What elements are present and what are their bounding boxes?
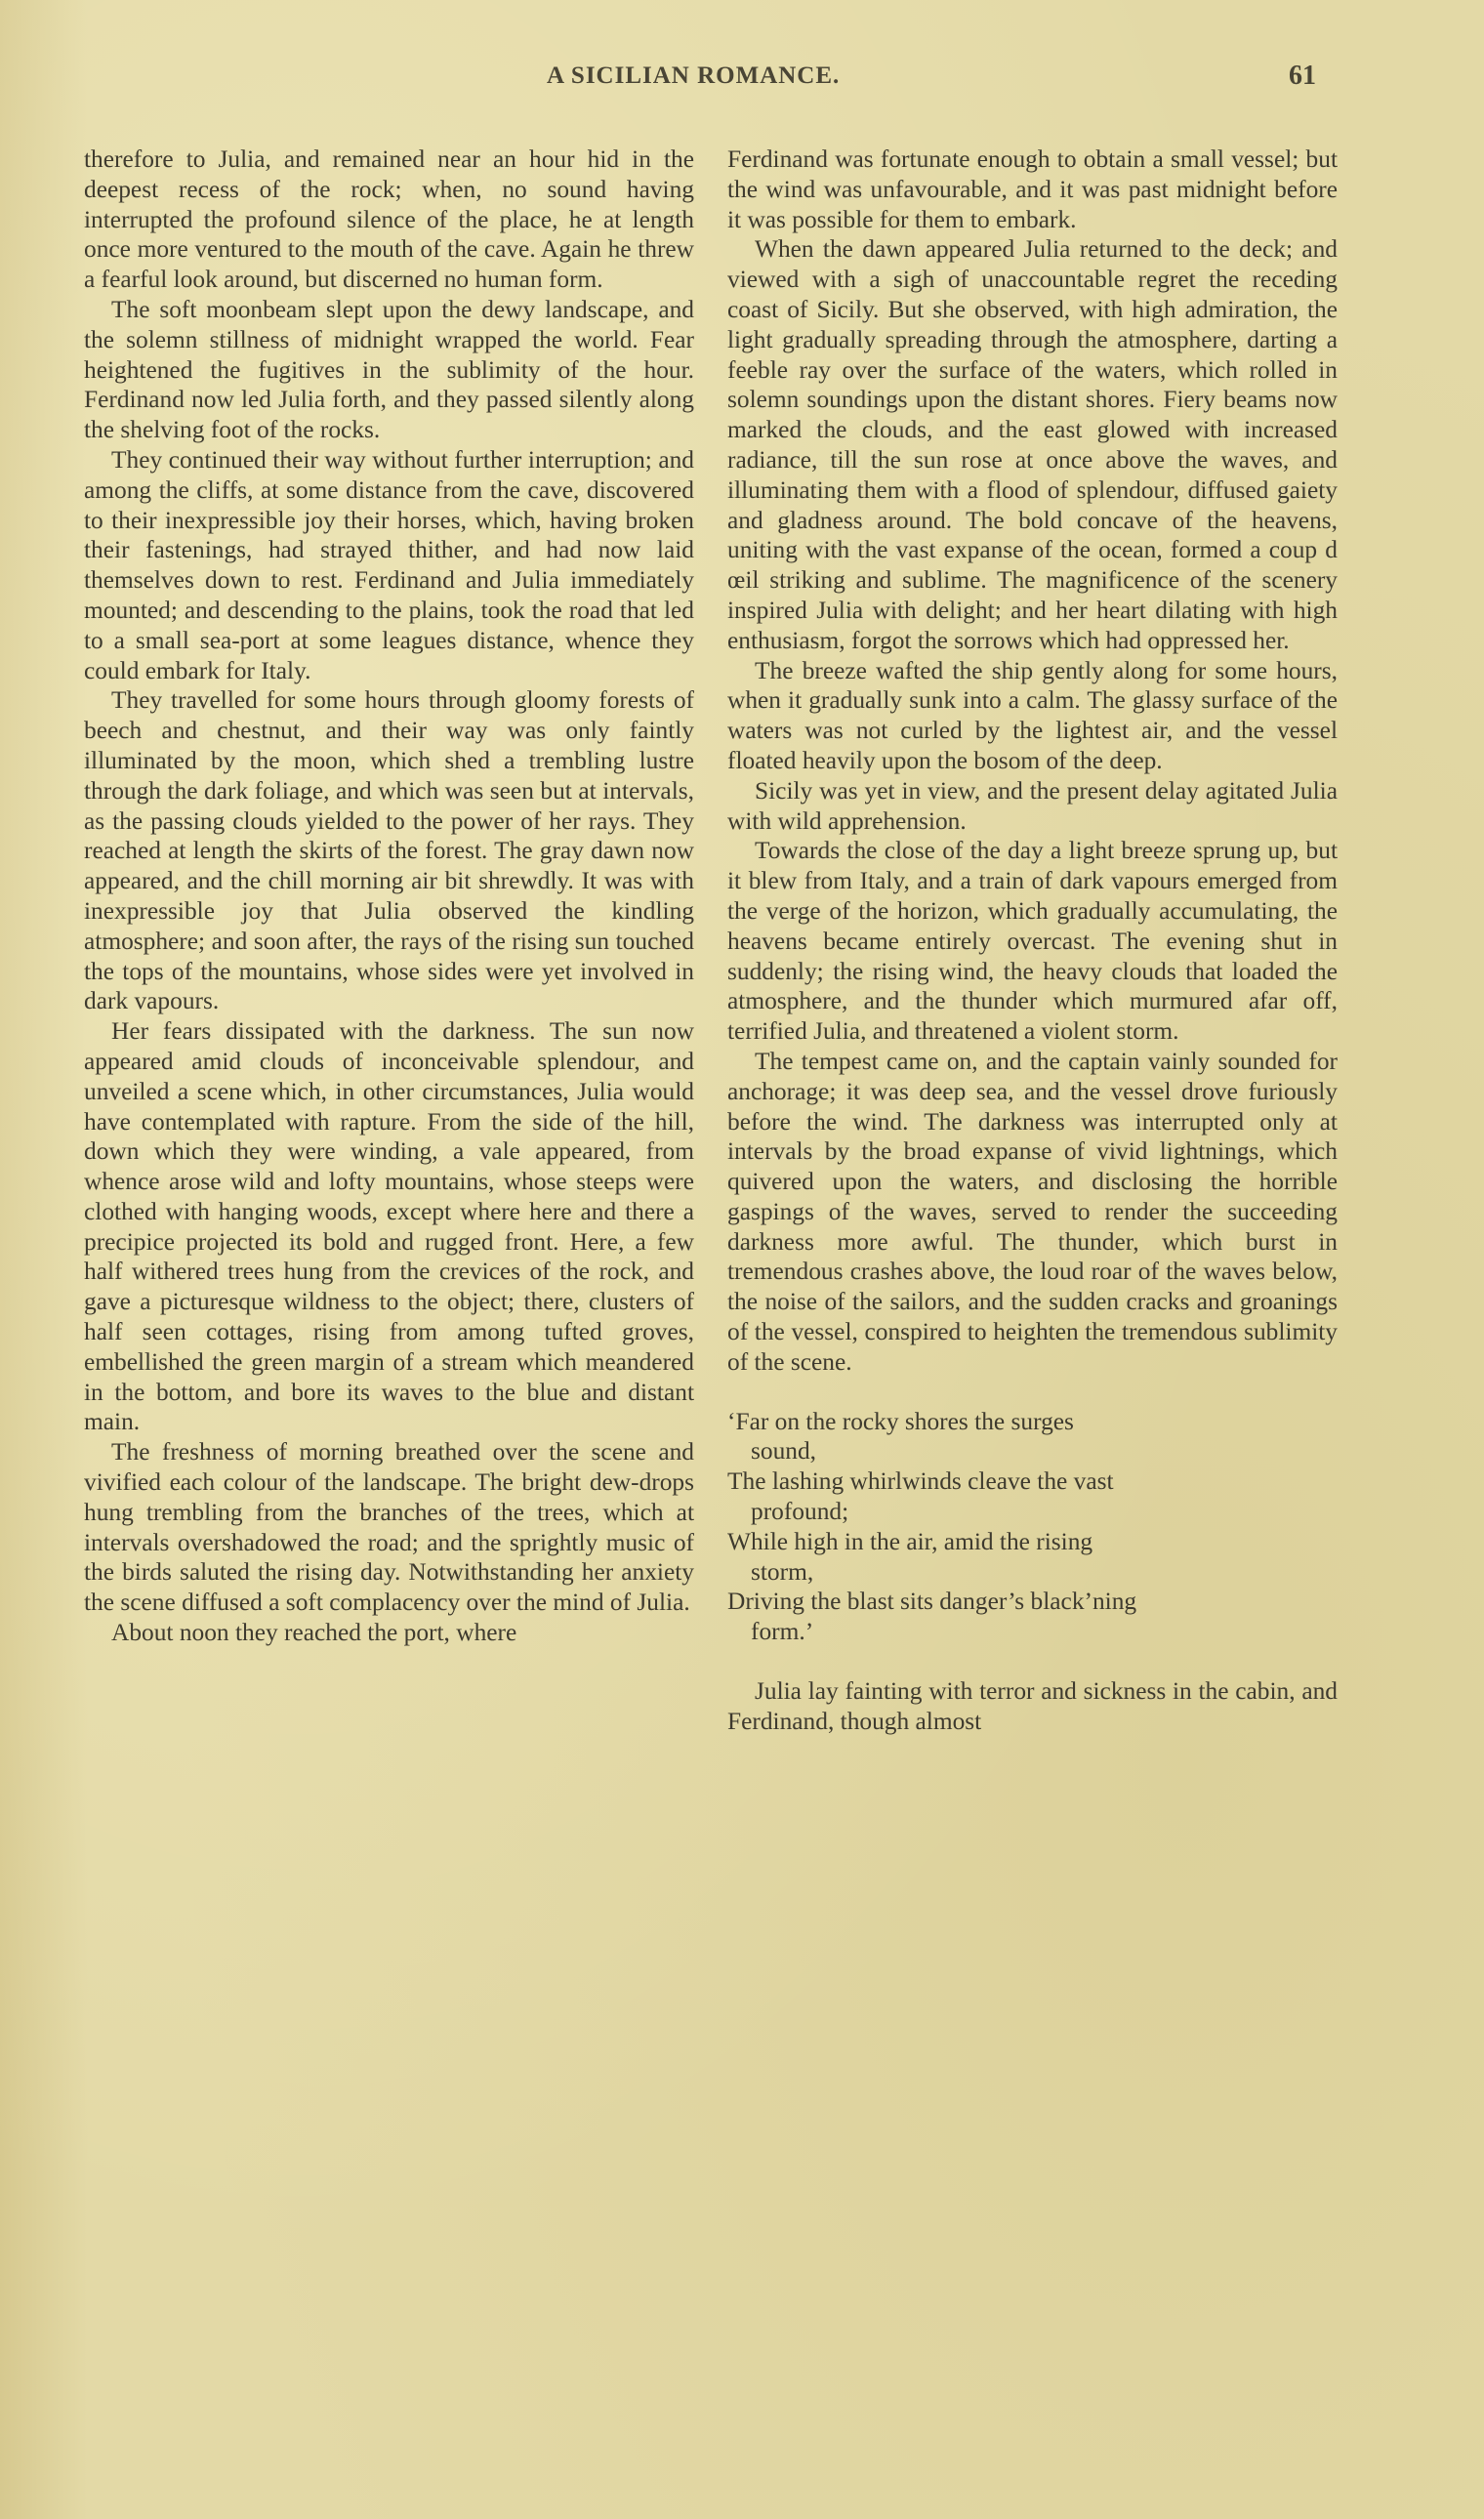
verse-line: [727, 1407, 1338, 1467]
verse-line: [727, 1466, 1338, 1527]
verse-line: [727, 1527, 1338, 1588]
verse-line-continuation: profound;: [751, 1498, 849, 1526]
verse-line-text: ‘Far on the rocky shores the surges: [727, 1407, 1074, 1435]
paragraph: They travelled for some hours through gloomy forests of beech and chestnut, and their way was only faintly illuminated by the moon, which shed a trembling lustre through the dark foliage, and which was seen but at intervals, as the passing clouds yielded to the power of her rays. They reached at length the skirts of the forest. The gray dawn now appeared, and the chill morning air bit shrewdly. It was with inexpressible joy that Julia observed the kindling atmosphere; and soon after, the rays of the rising sun touched the tops of the mountains, whose sides were yet involved in dark vapours.: [84, 686, 694, 1015]
paragraph: The tempest came on, and the captain vainly sounded for anchorage; it was deep sea, and the vessel drove furiously before the wind. The darkness was interrupted only at intervals by the broad expanse of vivid lightnings, which quivered upon the waters, and disclosing the horrible gaspings of the waves, served to render the succeeding darkness more awful. The thunder, which burst in tremendous crashes above, the loud roar of the waves below, the noise of the sailors, and the sudden cracks and groanings of the vessel, conspired to heighten the tremendous sublimity of the scene.: [727, 1047, 1338, 1376]
running-head: [0, 62, 1484, 102]
verse-quotation: [727, 1407, 1338, 1647]
verse-line-text: Driving the blast sits danger’s black’ning: [727, 1588, 1137, 1616]
verse-line-text: The lashing whirlwinds cleave the vast: [727, 1467, 1114, 1496]
page-number: 61: [1289, 61, 1316, 91]
paragraph: When the dawn appeared Julia returned to the deck; and viewed with a sigh of unaccountable regret the receding coast of Sicily. But she observed, with high admiration, the light gradually spreading through the atmosphere, darting a feeble ray over the surface of the waters, which rolled in solemn soundings upon the distant shores. Fiery beams now marked the clouds, and the east glowed with increased radiance, till the sun rose at once above the waves, and illuminating them with a flood of splendour, diffused gaiety and gladness around. The bold concave of the heavens, uniting with the vast expanse of the ocean, formed a coup d œil striking and sublime. The magnificence of the scenery inspired Julia with delight; and her heart dilating with high enthusiasm, forgot the sorrows which had oppressed her.: [727, 235, 1338, 654]
paragraph: Ferdinand was fortunate enough to obtain a small vessel; but the wind was unfavourable, and it was past midnight before it was possible for them to embark.: [727, 145, 1338, 233]
paragraph: The freshness of morning breathed over the scene and vivified each colour of the landscape. The bright dew-drops hung trembling from the branches of the trees, which at intervals overshadowed the road; and the sprightly music of the birds saluted the rising day. Notwithstanding her anxiety the scene diffused a soft complacency over the mind of Julia.: [84, 1438, 694, 1617]
left-column: [84, 145, 694, 1648]
paragraph: therefore to Julia, and remained near an hour hid in the deepest recess of the rock; when, no sound having interrupted the profound silence of the place, he at length once more ventured to the mouth of the cave. Again he threw a fearful look around, but discerned no human form.: [84, 145, 694, 294]
verse-line: [727, 1587, 1338, 1647]
paragraph: Towards the close of the day a light breeze sprung up, but it blew from Italy, and a train of dark vapours emerged from the verge of the horizon, which gradually accumulating, the heavens became entirely overcast. The evening shut in suddenly; the rising wind, the heavy clouds that loaded the atmosphere, and the thunder which murmured afar off, terrified Julia, and threatened a violent storm.: [727, 837, 1338, 1046]
verse-line-continuation: storm,: [751, 1557, 814, 1586]
verse-line-continuation: form.’: [751, 1618, 814, 1646]
running-title: A SICILIAN ROMANCE.: [547, 62, 841, 89]
verse-line-text: While high in the air, amid the rising: [727, 1527, 1093, 1555]
paragraph: The soft moonbeam slept upon the dewy landscape, and the solemn stillness of midnight wrapped the world. Fear heightened the fugitives in the sublimity of the hour. Ferdinand now led Julia forth, and they passed silently along the shelving foot of the rocks.: [84, 295, 694, 444]
paragraph: Sicily was yet in view, and the present delay agitated Julia with wild apprehension.: [727, 776, 1338, 835]
paragraph: About noon they reached the port, where: [111, 1619, 517, 1647]
paragraph: Her fears dissipated with the darkness. The sun now appeared amid clouds of inconceivable splendour, and unveiled a scene which, in other circumstances, Julia would have contemplated with rapture. From the side of the hill, down which they were winding, a vale appeared, from whence arose wild and lofty mountains, whose steeps were clothed with hanging woods, except where here and there a precipice projected its bold and rugged front. Here, a few half withered trees hung from the crevices of the rock, and gave a picturesque wildness to the object; there, clusters of half seen cottages, rising from among tufted groves, embellished the green margin of a stream which meandered in the bottom, and bore its waves to the blue and distant main.: [84, 1017, 694, 1436]
paragraph: Julia lay fainting with terror and sickness in the cabin, and Ferdinand, though almost: [727, 1677, 1338, 1735]
paragraph: The breeze wafted the ship gently along for some hours, when it gradually sunk into a calm. The glassy surface of the waters was not curled by the lightest air, and the vessel floated heavily upon the bosom of the deep.: [727, 656, 1338, 774]
verse-line-continuation: sound,: [751, 1437, 817, 1466]
right-column: [727, 145, 1338, 1737]
paragraph: They continued their way without further interruption; and among the cliffs, at some distance from the cave, discovered to their inexpressible joy their horses, which, having broken their fastenings, had strayed thither, and had now laid themselves down to rest. Ferdinand and Julia immediately mounted; and descending to the plains, took the road that led to a small sea-port at some leagues distance, whence they could embark for Italy.: [84, 445, 694, 684]
